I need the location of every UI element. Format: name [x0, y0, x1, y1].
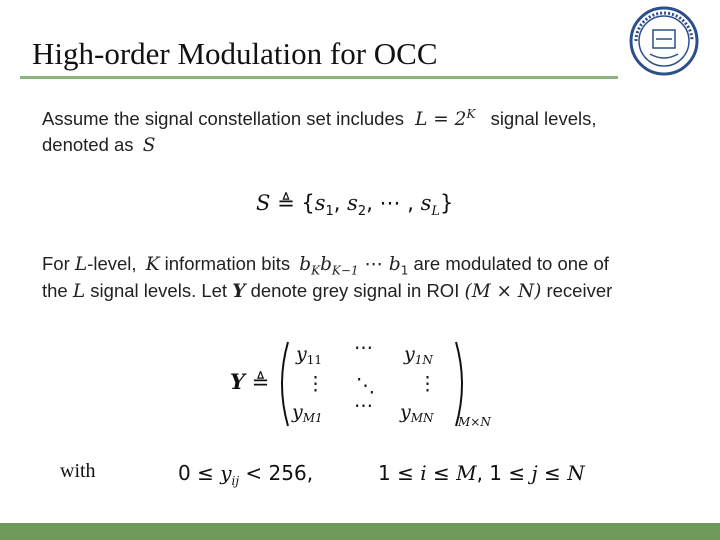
slide-title: High-order Modulation for OCC — [32, 36, 438, 71]
constraint-2: 1 ≤ i ≤ M, 1 ≤ j ≤ N — [378, 461, 585, 485]
text-span: information bits — [164, 253, 291, 274]
matrix-cell-r2c3: ⋮ — [418, 373, 437, 395]
text-span: denoted as — [42, 134, 134, 155]
matrix-subscript: M×N — [458, 415, 491, 429]
footer-band — [0, 523, 720, 540]
paragraph-2-line-2 — [42, 280, 612, 302]
matrix-cell-r2c1: ⋮ — [306, 373, 325, 395]
matrix-cell-r3c3: $y_{MN}$ — [400, 401, 434, 425]
matrix-cell-r1c1: $y_{11}$ — [296, 343, 323, 367]
text-span: denote grey signal in ROI — [250, 280, 460, 301]
matrix-cell-r1c3: $y_{1N}$ — [404, 343, 433, 367]
equation-Y-label: Y ≜ — [230, 369, 270, 394]
text-span: receiver — [546, 280, 613, 301]
math-roi: (M × N) — [464, 281, 542, 302]
math-L: L — [72, 281, 86, 302]
matrix-Y — [276, 338, 506, 430]
paragraph-2-line-1 — [42, 253, 609, 278]
matrix-cell-r3c2: ⋯ — [354, 395, 373, 417]
math-superscript: K — [466, 107, 476, 121]
matrix-cell-r2c2: ⋱ — [356, 375, 375, 397]
math-K: K — [145, 254, 160, 275]
matrix-cell-r3c1: $y_{M1}$ — [292, 401, 323, 425]
paragraph-1-line-1 — [42, 107, 596, 130]
math-S: S — [142, 135, 156, 156]
text-span: are modulated to one of — [413, 253, 609, 274]
with-label: with — [60, 460, 96, 482]
math-text: L = 2 — [415, 109, 467, 131]
text-span: -level, — [87, 253, 137, 274]
math-L-equals — [415, 109, 475, 130]
text-span: Assume the signal constellation set includes — [42, 108, 404, 130]
constraint-1: $0 \le y_{ij} < 256$, — [178, 461, 314, 488]
text-span: the — [42, 280, 68, 301]
math-L: L — [74, 254, 88, 275]
math-bits: $b_Kb_{K-1}$ ⋯ $b_1$ — [299, 254, 409, 278]
math-Y: Y — [232, 281, 246, 302]
paragraph-1-line-2 — [42, 134, 155, 156]
text-span: signal levels, — [490, 108, 597, 130]
equation-set-S: S ≜ {$s_1$, $s_2$, ⋯ , $s_L$} — [256, 191, 454, 220]
text-span: signal levels. Let — [90, 280, 228, 301]
title-divider — [20, 76, 618, 79]
university-seal-logo — [620, 4, 708, 78]
matrix-cell-r1c2: ⋯ — [354, 338, 373, 359]
text-span: For — [42, 253, 70, 274]
